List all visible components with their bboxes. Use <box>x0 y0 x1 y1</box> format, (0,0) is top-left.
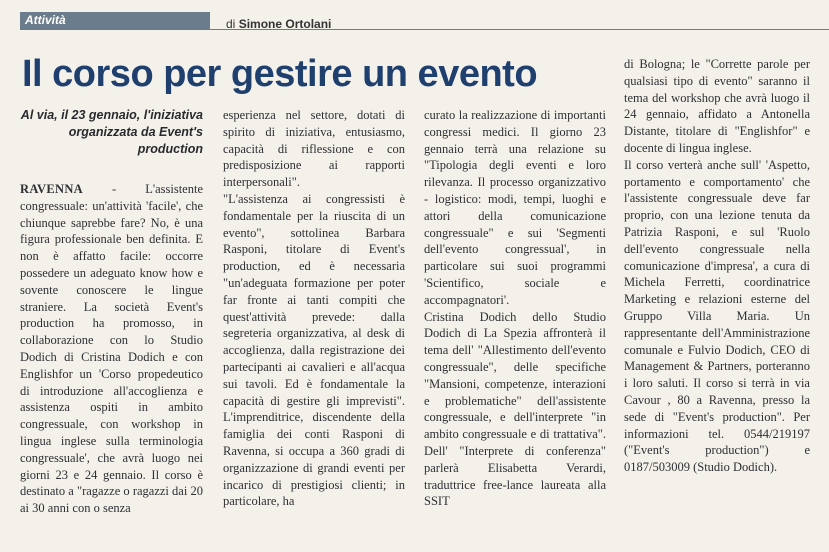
paragraph: Il corso verterà anche sull' 'Aspetto, portamento e comportamento' che l'assistente congressuale deve far proprio, con una lezione tenuta da Patrizia Rasponi, e sul 'Ruolo dell'evento congressuale nella comunicazione d'impresa', a cura di Michela Ferretti, coordinatrice Marketing e relazioni esterne del Gruppo Villa Maria. Un rappresentante dell'Amministrazione comunale e Fulvio Dodich, CEO di Management & Partners, porteranno i loro saluti. Il corso si terrà in via Cavour , 80 a Ravenna, presso la sede di "Event's production". Per informazioni tel. 0544/219197 ("Event's production") e 0187/503009 (Studio Dodich). <box>624 157 810 475</box>
headline: Il corso per gestire un evento <box>22 53 538 95</box>
header-rule <box>20 29 829 30</box>
paragraph: Cristina Dodich dello Studio Dodich di La Spezia affronterà il tema dell' "Allestimento dell'evento congressuale", delle specifiche "Mansioni, competenze, interazioni e problematiche" dell'assistente congressuale, e dell'interprete "in ambito congressuale e di trattativa". Dell' "Interprete di conferenza" parlerà Elisabetta Verardi, traduttrice free-lance laureata alla SSIT <box>424 309 606 509</box>
author-name: Simone Ortolani <box>238 17 332 31</box>
byline-prefix: di <box>226 17 236 31</box>
byline <box>226 17 331 31</box>
standfirst: Al via, il 23 gennaio, l'iniziativa organizzata da Event's production <box>20 108 203 156</box>
paragraph: esperienza nel settore, dotati di spirito di iniziativa, entusiasmo, capacità di riflessione e con predisposizione ai rapporti interpersonali". <box>223 108 405 190</box>
paragraph: "L'assistenza ai congressisti è fondamentale per la riuscita di un evento", sottolinea Barbara Rasponi, titolare di Event's production, ed è necessaria "un'adeguata formazione per poter far fronte ai tanti compiti che quest'attività prevede: dalla segreteria organizzativa, al desk di accoglienza, dalla registrazione dei partecipanti ai cavalieri e all'acqua sui tavoli. Ed è fondamentale la capacità di gestire gli imprevisti". L'imprenditrice, discendente della famiglia dei conti Rasponi di Ravenna, si occupa a 360 gradi di organizzazione di grandi eventi per incarico di prestigiosi clienti; in particolare, ha <box>223 191 405 509</box>
paragraph: di Bologna; le "Corrette parole per qualsiasi tipo di evento" saranno il tema del workshop che avrà luogo il 24 gennaio, affidato a Antonella Distante, titolare di "Englishfor" e docente di lingua inglese. <box>624 57 810 155</box>
column-1-text: - L'assistente congressuale: un'attività 'facile', che chiunque saprebbe fare? No, è una figura professionale ben definita. E non è affatto facile: occorre possedere un adeguato know how e sovente conoscere le lingue straniere. La società Event's production ha promosso, in collaborazione con lo Studio Dodich di Cristina Dodich e con Englishfor un 'Corso propedeutico di introduzione all'accoglienza e assistenza ospiti in ambito congressuale, con workshop in lingua inglese sulla terminologia congressuale', che avrà luogo nei giorni 23 e 24 gennaio. Il corso è destinato a "ragazze o ragazzi dai 20 ai 30 anni con o senza <box>20 182 203 516</box>
paragraph <box>20 181 203 517</box>
column-4 <box>624 56 810 476</box>
column-2 <box>223 107 405 510</box>
section-tag: Attività <box>20 12 210 29</box>
column-3 <box>424 107 606 510</box>
column-1 <box>20 181 203 517</box>
dateline: RAVENNA <box>20 182 83 196</box>
paragraph: curato la realizzazione di importanti congressi medici. Il giorno 23 gennaio terrà una relazione su "Tipologia degli eventi e loro rilevanza. Il processo organizzativo - logistico: modi, tempi, luoghi e attori della comunicazione congressuale" e sui 'Segmenti dell'evento congressual', in particolare sui suoi programmi 'Scientifico, sociale e accompagnatori'. <box>424 108 606 307</box>
